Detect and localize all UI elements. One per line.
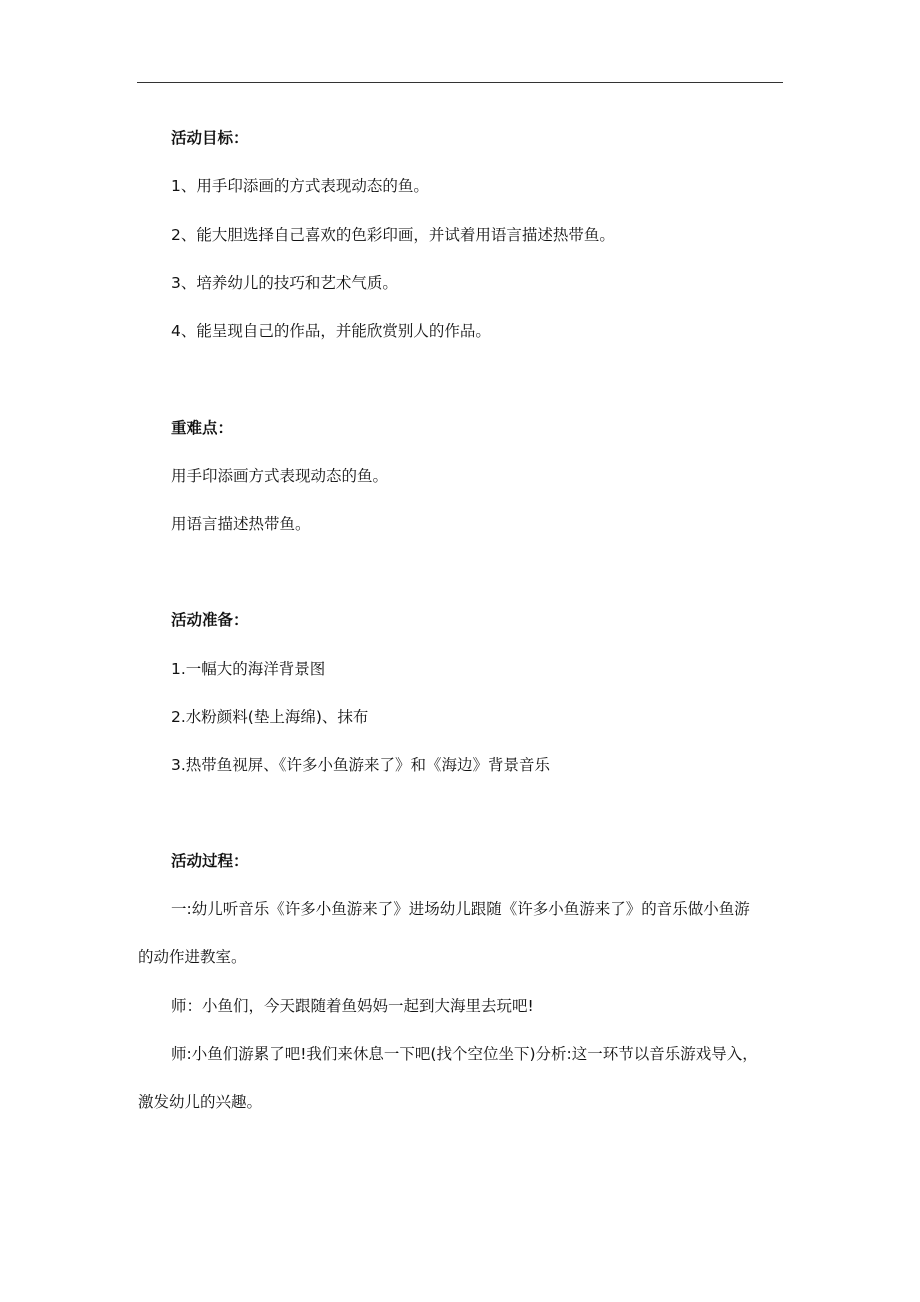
preparation-item: 1.一幅大的海洋背景图 bbox=[171, 660, 326, 678]
goal-item: 1、用手印添画的方式表现动态的鱼。 bbox=[171, 177, 429, 195]
section-heading-key-points: 重难点： bbox=[171, 419, 234, 437]
section-heading-process: 活动过程： bbox=[171, 852, 249, 870]
header-rule bbox=[137, 82, 783, 83]
process-paragraph: 师：小鱼们，今天跟随着鱼妈妈一起到大海里去玩吧! bbox=[171, 997, 534, 1015]
section-heading-goals: 活动目标： bbox=[171, 129, 249, 147]
goal-item: 2、能大胆选择自己喜欢的色彩印画，并试着用语言描述热带鱼。 bbox=[171, 226, 615, 244]
process-paragraph: 师:小鱼们游累了吧!我们来休息一下吧(找个空位坐下)分析:这一环节以音乐游戏导入， bbox=[171, 1045, 758, 1063]
goal-item: 4、能呈现自己的作品，并能欣赏别人的作品。 bbox=[171, 322, 491, 340]
key-point-item: 用语言描述热带鱼。 bbox=[171, 515, 311, 533]
section-heading-preparation: 活动准备： bbox=[171, 611, 249, 629]
process-paragraph-continuation: 的动作进教室。 bbox=[138, 948, 247, 966]
preparation-item: 3.热带鱼视屏、《许多小鱼游来了》和《海边》背景音乐 bbox=[171, 756, 551, 774]
key-point-item: 用手印添画方式表现动态的鱼。 bbox=[171, 467, 389, 485]
preparation-item: 2.水粉颜料(垫上海绵)、抹布 bbox=[171, 708, 369, 726]
process-paragraph: 一:幼儿听音乐《许多小鱼游来了》进场幼儿跟随《许多小鱼游来了》的音乐做小鱼游 bbox=[171, 900, 750, 918]
process-paragraph-continuation: 激发幼儿的兴趣。 bbox=[138, 1093, 263, 1111]
goal-item: 3、培养幼儿的技巧和艺术气质。 bbox=[171, 274, 398, 292]
